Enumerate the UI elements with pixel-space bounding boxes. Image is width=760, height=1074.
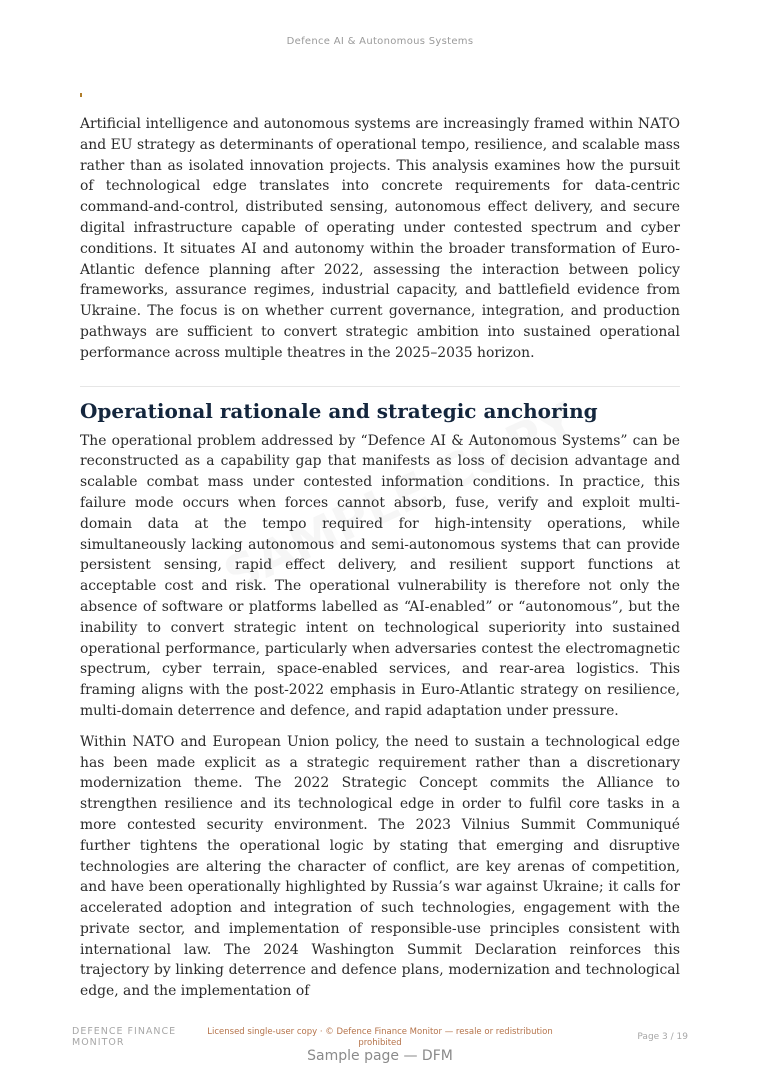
section-marker bbox=[80, 93, 82, 97]
body-paragraph-2: Within NATO and European Union policy, the need to sustain a technological edge has been made explicit as a strategic requirement rather than a discretionary modernization theme. The 2022 Strategic Concept commits the Alliance to strengthen resilience and its technological edge in order to fulfil core tasks in a more contested security environment. The 2023 Vilnius Summit Communiqué further tightens the operational logic by stating that emerging and disruptive technologies are altering the character of conflict, are key arenas of competition, and have been operationally highlighted by Russia’s war against Ukraine; it calls for accelerated adoption and integration of such technologies, engagement with the private sector, and implementation of responsible-use principles consistent with international law. The 2024 Washington Summit Declaration reinforces this trajectory by linking deterrence and defence plans, modernization and technological edge, and the implementation of bbox=[80, 733, 680, 1000]
running-header: Defence AI & Autonomous Systems bbox=[286, 36, 474, 47]
page-content bbox=[80, 114, 680, 1012]
abstract-paragraph: Artificial intelligence and autonomous systems are increasingly framed within NATO and EU strategy as determinants of operational tempo, resilience, and scalable mass rather than as isolated innovation projects. This analysis examines how the pursuit of technological edge translates into concrete requirements for data-centric command-and-control, distributed sensing, autonomous effect delivery, and secure digital infrastructure capable of operating under contested spectrum and cyber conditions. It situates AI and autonomy within the broader transformation of Euro-Atlantic defence planning after 2022, assessing the interaction between policy frameworks, assurance regimes, industrial capacity, and battlefield evidence from Ukraine. The focus is on whether current governance, integration, and production pathways are sufficient to convert strategic ambition into sustained operational performance across multiple theatres in the 2025–2035 horizon. bbox=[80, 116, 680, 361]
footer-publisher bbox=[72, 1026, 212, 1048]
page-number: Page 3 / 19 bbox=[637, 1032, 688, 1042]
section-divider bbox=[80, 386, 680, 387]
footer-publisher-line1: DEFENCE FINANCE bbox=[72, 1026, 177, 1037]
footer-license-line2: prohibited bbox=[358, 1038, 402, 1048]
footer-license bbox=[200, 1027, 560, 1049]
footer-license-line1: Licensed single-user copy · © Defence Finance Monitor — resale or redistribution bbox=[207, 1027, 553, 1037]
body-paragraph-1: The operational problem addressed by “Defence AI & Autonomous Systems” can be reconstructed as a capability gap that manifests as loss of decision advantage and scalable combat mass under contested information conditions. In practice, this failure mode occurs when forces cannot absorb, fuse, verify and exploit multi-domain data at the tempo required for high-intensity operations, while simultaneously lacking autonomous and semi-autonomous systems that can provide persistent sensing, rapid effect delivery, and resilient support functions at acceptable cost and risk. The operational vulnerability is therefore not only the absence of software or platforms labelled as “AI-enabled” or “autonomous”, but the inability to convert strategic intent on technological superiority into sustained operational performance, particularly when adversaries contest the electromagnetic spectrum, cyber terrain, space-enabled services, and rear-area logistics. This framing aligns with the post-2022 emphasis in Euro-Atlantic strategy on resilience, multi-domain deterrence and defence, and rapid adaptation under pressure. bbox=[80, 432, 680, 719]
sample-label: Sample page — DFM bbox=[307, 1048, 453, 1064]
section-heading: Operational rationale and strategic anchoring bbox=[80, 398, 598, 423]
footer-publisher-line2: MONITOR bbox=[72, 1037, 125, 1048]
